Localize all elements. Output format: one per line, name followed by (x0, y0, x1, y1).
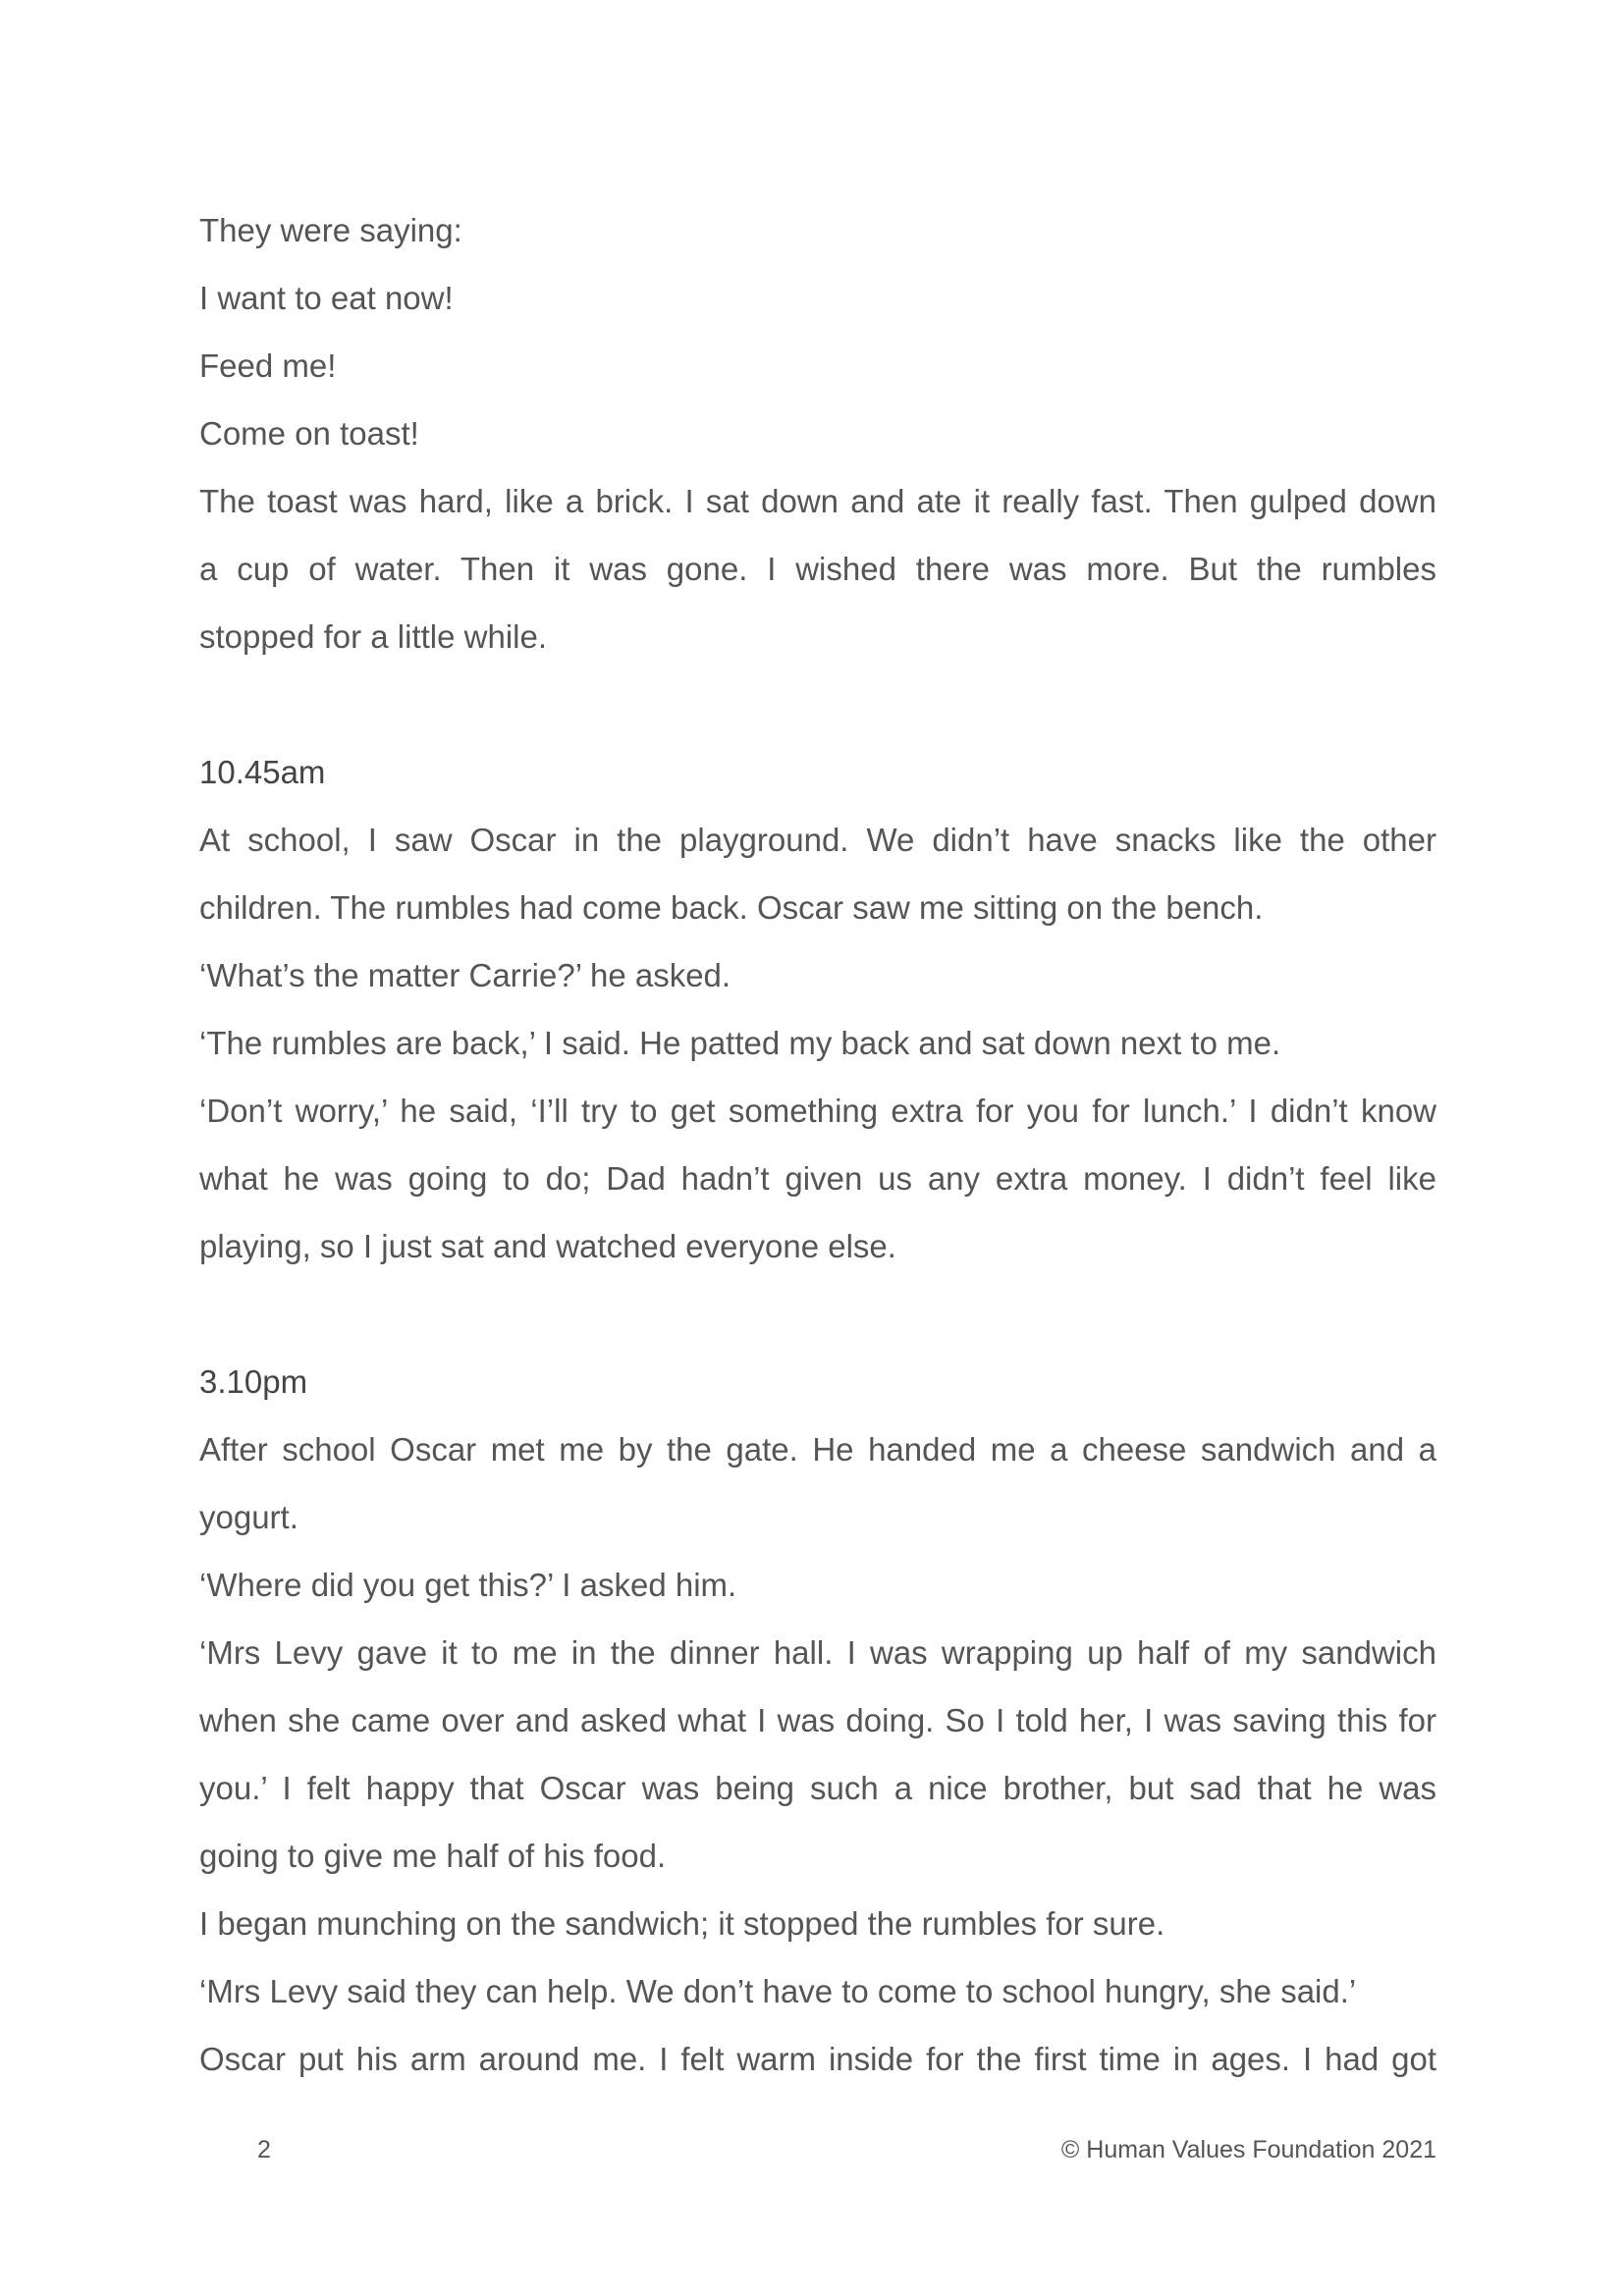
paragraph-gap (199, 1280, 1436, 1348)
page-number: 2 (257, 2136, 271, 2163)
text-line: After school Oscar met me by the gate. He handed me a cheese sandwich and a (199, 1431, 1436, 1468)
text-line: Oscar put his arm around me. I felt warm inside for the first time in ages. I had got (199, 2041, 1436, 2077)
text-line: you.’ I felt happy that Oscar was being such a nice brother, but sad that he was (199, 1770, 1436, 1806)
text-line: what he was going to do; Dad hadn’t given us any extra money. I didn’t feel like (199, 1160, 1436, 1197)
text-line: ‘Mrs Levy said they can help. We don’t have to come to school hungry, she said.’ (199, 1973, 1357, 2009)
text-line: They were saying: (199, 212, 462, 248)
text-line: ‘The rumbles are back,’ I said. He patted my back and sat down next to me. (199, 1025, 1281, 1061)
text-line: I began munching on the sandwich; it stopped the rumbles for sure. (199, 1905, 1165, 1942)
text-line: going to give me half of his food. (199, 1838, 667, 1874)
time-heading: 3.10pm (199, 1363, 308, 1400)
page-content (199, 196, 1436, 2093)
text-line: children. The rumbles had come back. Oscar saw me sitting on the bench. (199, 889, 1264, 926)
copyright-notice: © Human Values Foundation 2021 (1060, 2136, 1436, 2163)
text-line: ‘Don’t worry,’ he said, ‘I’ll try to get something extra for you for lunch.’ I didn’t know (199, 1093, 1436, 1129)
time-heading: 10.45am (199, 754, 326, 790)
text-line: yogurt. (199, 1499, 298, 1535)
paragraph-gap (199, 670, 1436, 738)
text-line: ‘Mrs Levy gave it to me in the dinner hall. I was wrapping up half of my sandwich (199, 1634, 1436, 1671)
text-line: a cup of water. Then it was gone. I wished there was more. But the rumbles (199, 551, 1436, 587)
text-line: when she came over and asked what I was doing. So I told her, I was saving this for (199, 1702, 1436, 1738)
text-line: I want to eat now! (199, 280, 454, 316)
text-line: The toast was hard, like a brick. I sat down and ate it really fast. Then gulped down (199, 483, 1436, 519)
text-line: ‘What’s the matter Carrie?’ he asked. (199, 957, 731, 993)
text-line: Feed me! (199, 347, 337, 384)
text-line: At school, I saw Oscar in the playground. We didn’t have snacks like the other (199, 822, 1436, 858)
text-line: stopped for a little while. (199, 618, 548, 655)
text-line: playing, so I just sat and watched everyone else. (199, 1228, 896, 1264)
text-line: ‘Where did you get this?’ I asked him. (199, 1567, 737, 1603)
text-line: Come on toast! (199, 415, 419, 452)
